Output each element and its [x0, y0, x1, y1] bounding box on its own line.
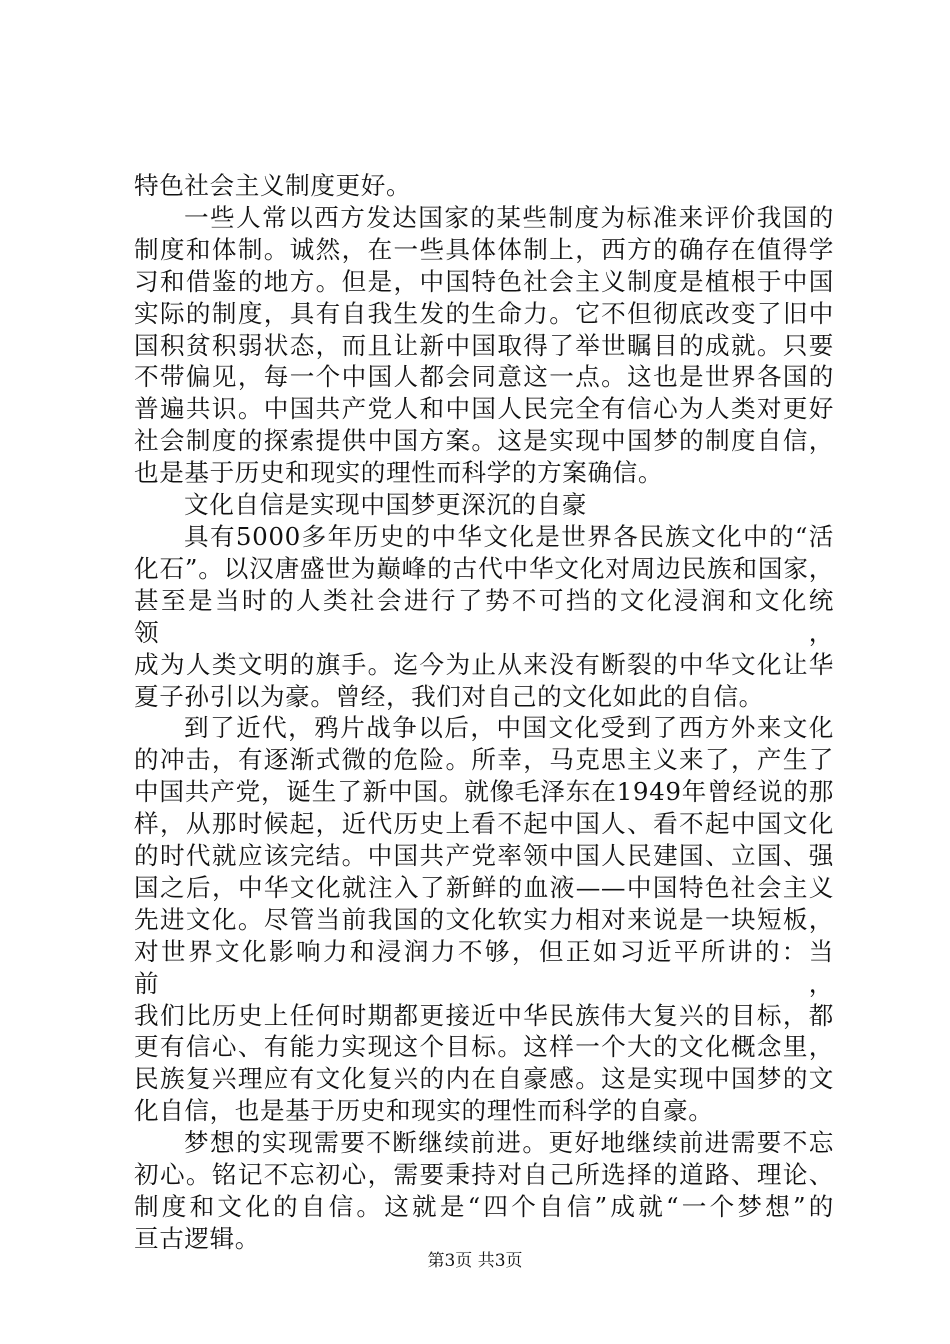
text-line: 甚至是当时的人类社会进行了势不可挡的文化浸润和文化统领，: [134, 585, 834, 647]
text-line: 特色社会主义制度更好。: [134, 171, 412, 200]
text-line: 夏子孙引以为豪。曾经，我们对自己的文化如此的自信。: [134, 681, 764, 711]
paragraph-first-line: 梦想的实现需要不断继续前进。更好地继续前进需要不忘: [184, 1128, 834, 1158]
text-line: 化自信，也是基于历史和现实的理性而科学的自豪。: [134, 1096, 714, 1126]
text-line: 的时代就应该完结。中国共产党率领中国人民建国、立国、强: [134, 841, 834, 871]
text-line: 制度和体制。诚然，在一些具体体制上，西方的确存在值得学: [134, 234, 834, 264]
text-line: 普遍共识。中国共产党人和中国人民完全有信心为人类对更好: [134, 394, 834, 424]
text-line: 习和借鉴的地方。但是，中国特色社会主义制度是植根于中国: [134, 266, 834, 296]
document-body: [134, 170, 834, 1255]
text-line: 不带偏见，每一个中国人都会同意这一点。这也是世界各国的: [134, 362, 834, 392]
text-line: 亘古逻辑。: [134, 1223, 260, 1253]
text-line: 对世界文化影响力和浸润力不够，但正如习近平所讲的：当前，: [134, 936, 834, 998]
text-line: 制度和文化的自信。这就是“四个自信”成就“一个梦想”的: [134, 1192, 834, 1221]
paragraph-first-line: 具有5000多年历史的中华文化是世界各民族文化中的“活: [184, 521, 834, 551]
text-line: 初心。铭记不忘初心，需要秉持对自己所选择的道路、理论、: [134, 1160, 834, 1190]
paragraph-first-line: 一些人常以西方发达国家的某些制度为标准来评价我国的: [184, 202, 834, 232]
text-line: 先进文化。尽管当前我国的文化软实力相对来说是一块短板，: [134, 904, 834, 934]
text-line: 国积贫积弱状态，而且让新中国取得了举世瞩目的成就。只要: [134, 330, 834, 360]
text-line: 更有信心、有能力实现这个目标。这样一个大的文化概念里，: [134, 1032, 834, 1062]
text-line: 实际的制度，具有自我生发的生命力。它不但彻底改变了旧中: [134, 298, 834, 328]
section-heading: 文化自信是实现中国梦更深沉的自豪: [184, 490, 588, 520]
text-line: 社会制度的探索提供中国方案。这是实现中国梦的制度自信，: [134, 426, 834, 456]
text-line: 民族复兴理应有文化复兴的内在自豪感。这是实现中国梦的文: [134, 1064, 834, 1094]
text-line: 化石”。以汉唐盛世为巅峰的古代中华文化对周边民族和国家，: [134, 553, 834, 583]
text-line: 也是基于历史和现实的理性而科学的方案确信。: [134, 458, 664, 488]
text-line: 我们比历史上任何时期都更接近中华民族伟大复兴的目标，都: [134, 1000, 834, 1030]
page-footer: [0, 1250, 950, 1272]
text-line: 样，从那时候起，近代历史上看不起中国人、看不起中国文化: [134, 809, 834, 839]
text-line: 中国共产党，诞生了新中国。就像毛泽东在1949年曾经说的那: [134, 777, 834, 807]
text-line: 成为人类文明的旗手。迄今为止从来没有断裂的中华文化让华: [134, 649, 834, 679]
paragraph-first-line: 到了近代，鸦片战争以后，中国文化受到了西方外来文化: [184, 713, 834, 743]
text-line: 的冲击，有逐渐式微的危险。所幸，马克思主义来了，产生了: [134, 745, 834, 775]
page-number-label: 第3页 共3页: [427, 1251, 523, 1271]
text-line: 国之后，中华文化就注入了新鲜的血液——中国特色社会主义: [134, 872, 834, 902]
